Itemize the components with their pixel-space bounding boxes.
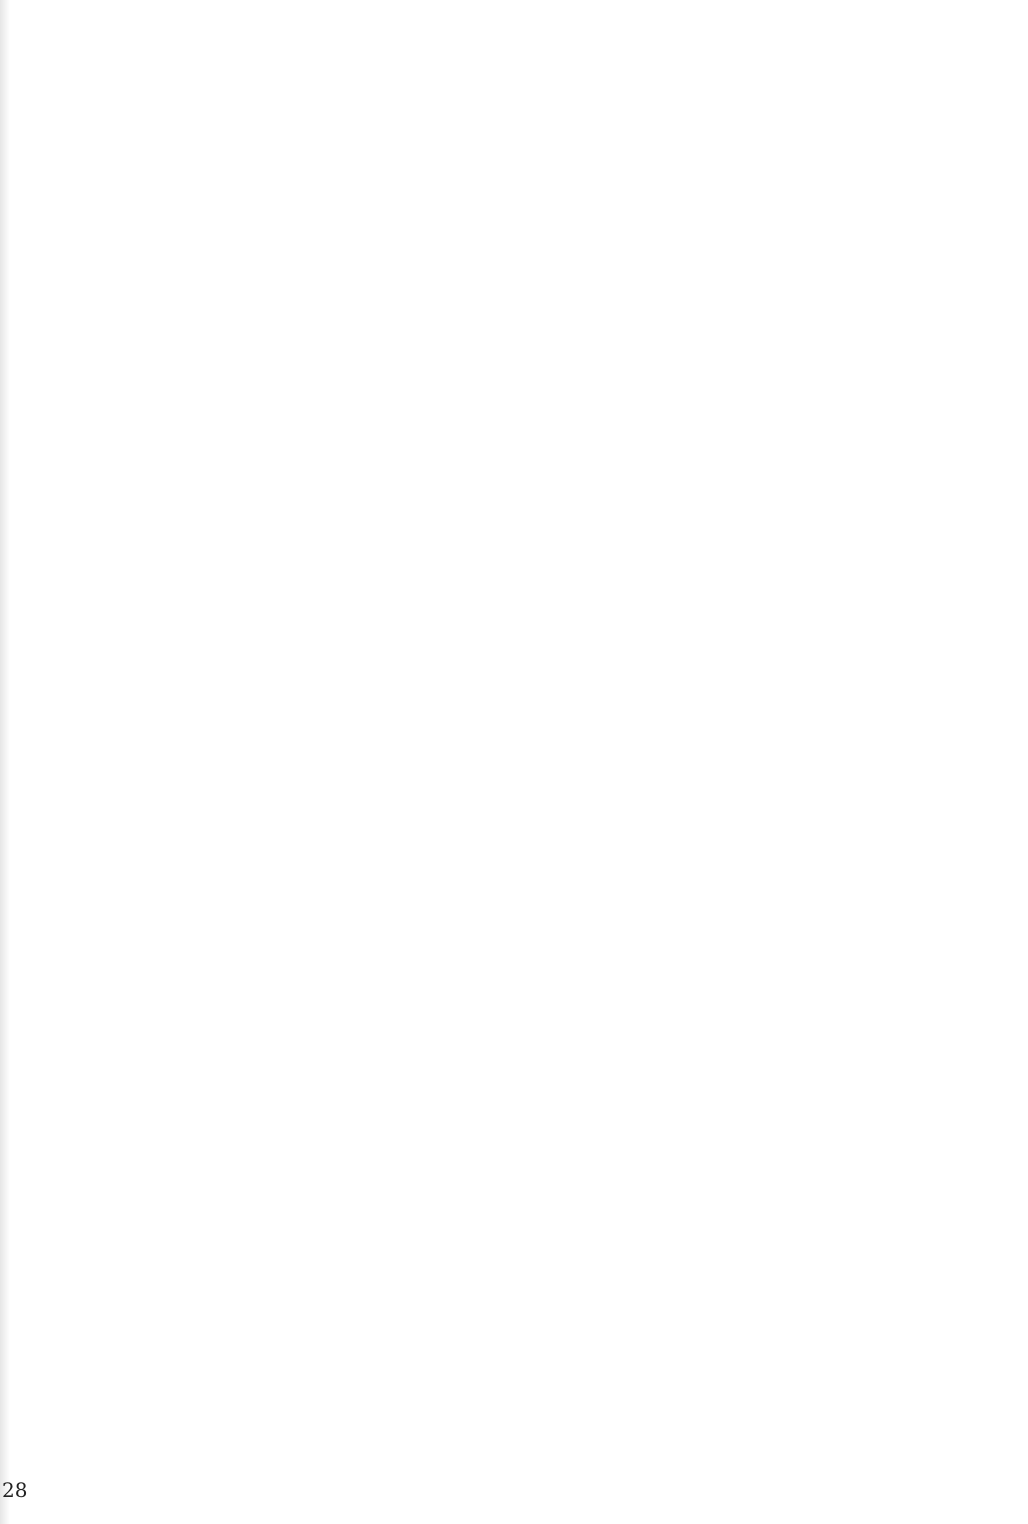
binding-shadow xyxy=(0,0,10,1524)
upper-text-block xyxy=(88,30,948,720)
page-number: 28 xyxy=(2,1478,28,1502)
lower-text-block xyxy=(88,755,948,1435)
